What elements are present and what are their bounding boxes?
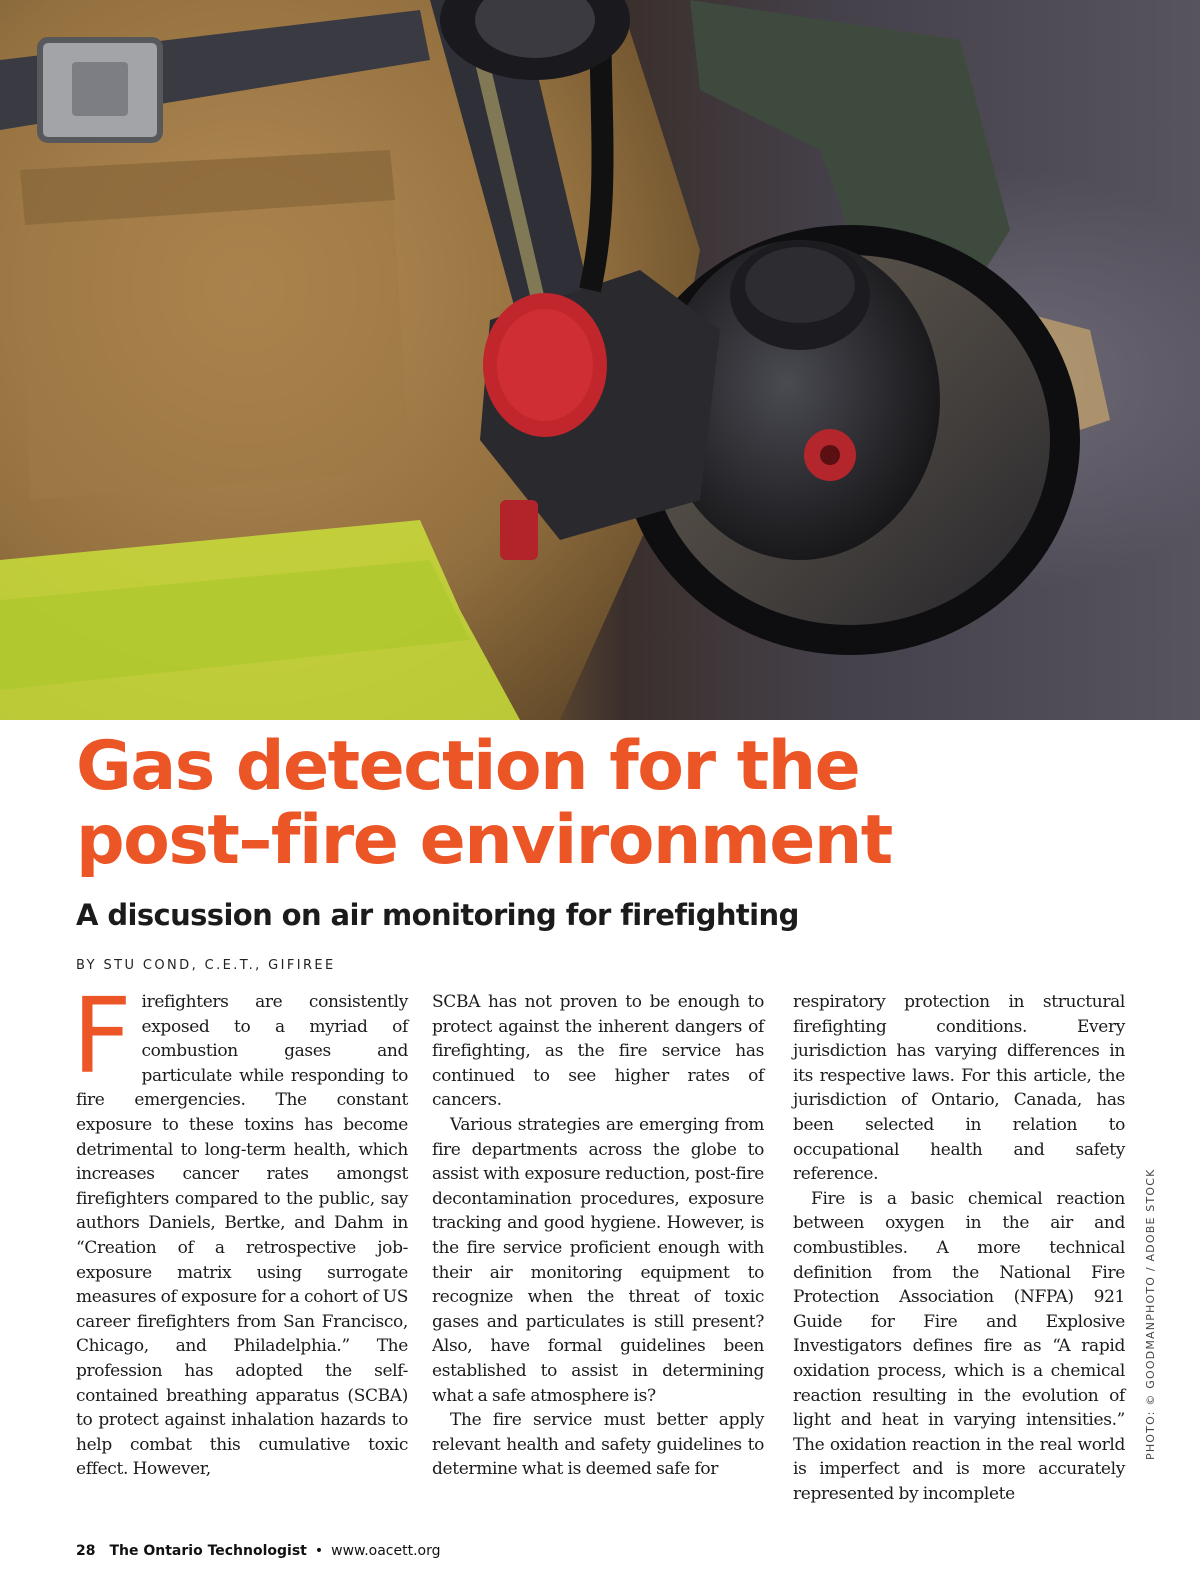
body-column-1	[72, 975, 408, 1482]
title-line-2: post–fire environment	[76, 801, 892, 880]
paragraph: Fire is a basic chemical reaction between oxygen in the air and combustibles. A more technical definition from the National Fire Protection Association (NFPA) 921 Guide for Fire and Explosive Investigators defines fire as “A rapid oxidation process, which is a chemical reaction resulting in the evolution of light and heat in varying intensities.” The oxidation reaction in the real world is imperfect and is more accurately represented by incomplete	[793, 1188, 1125, 1504]
page-footer	[76, 1543, 441, 1559]
paragraph: respiratory protection in structural firefighting conditions. Every jurisdiction has varying differences in its respective laws. For this article, the jurisdiction of Ontario, Canada, has been selected in relation to occupational health and safety reference.	[793, 992, 1125, 1185]
paragraph: Various strategies are emerging from fire departments across the globe to assist with exposure reduction, post-fire decontamination procedures, exposure tracking and good hygiene. However, is the fire service proficient enough with their air monitoring equipment to recognize when the threat of toxic gases and particulates is still present? Also, have formal guidelines been established to assist in determining what a safe atmosphere is?	[432, 1114, 764, 1406]
article-subtitle: A discussion on air monitoring for firefighting	[76, 898, 799, 932]
title-line-1: Gas detection for the	[76, 727, 860, 806]
photo-credit: PHOTO: © GOODMANPHOTO / ADOBE STOCK	[1144, 1168, 1157, 1460]
paragraph: SCBA has not proven to be enough to protect against the inherent dangers of firefighting, as the fire service has continued to see higher rates of cancers.	[432, 992, 764, 1111]
paragraph	[72, 975, 408, 1482]
drop-cap: F	[72, 975, 132, 1097]
website-link[interactable]: www.oacett.org	[331, 1543, 441, 1559]
article-title	[76, 727, 1136, 880]
hero-photo	[0, 0, 1200, 720]
paragraph: The fire service must better apply relevant health and safety guidelines to determine what is deemed safe for	[432, 1410, 764, 1480]
body-column-2	[432, 990, 764, 1482]
hero-illustration	[0, 0, 1200, 720]
footer-separator: •	[314, 1543, 324, 1559]
byline: BY STU COND, C.E.T., GIFIREE	[76, 958, 336, 973]
body-column-3	[793, 990, 1125, 1506]
publication-name: The Ontario Technologist	[109, 1543, 307, 1559]
paragraph-text: irefighters are consistently exposed to a myriad of combustion gases and particulate while responding to fire emergencies. The constant exposure to these toxins has become detrimental to long-term health, which increases cancer rates amongst firefighters compared to the public, say authors Daniels, Bertke, and Dahm in “Creation of a retrospective job-exposure matrix using surrogate measures of exposure for a cohort of US career firefighters from San Francisco, Chicago, and Philadelphia.” The profession has adopted the self-contained breathing apparatus (SCBA) to protect against inhalation hazards to help combat this cumulative toxic effect. However,	[76, 992, 408, 1480]
page-number: 28	[76, 1543, 96, 1559]
